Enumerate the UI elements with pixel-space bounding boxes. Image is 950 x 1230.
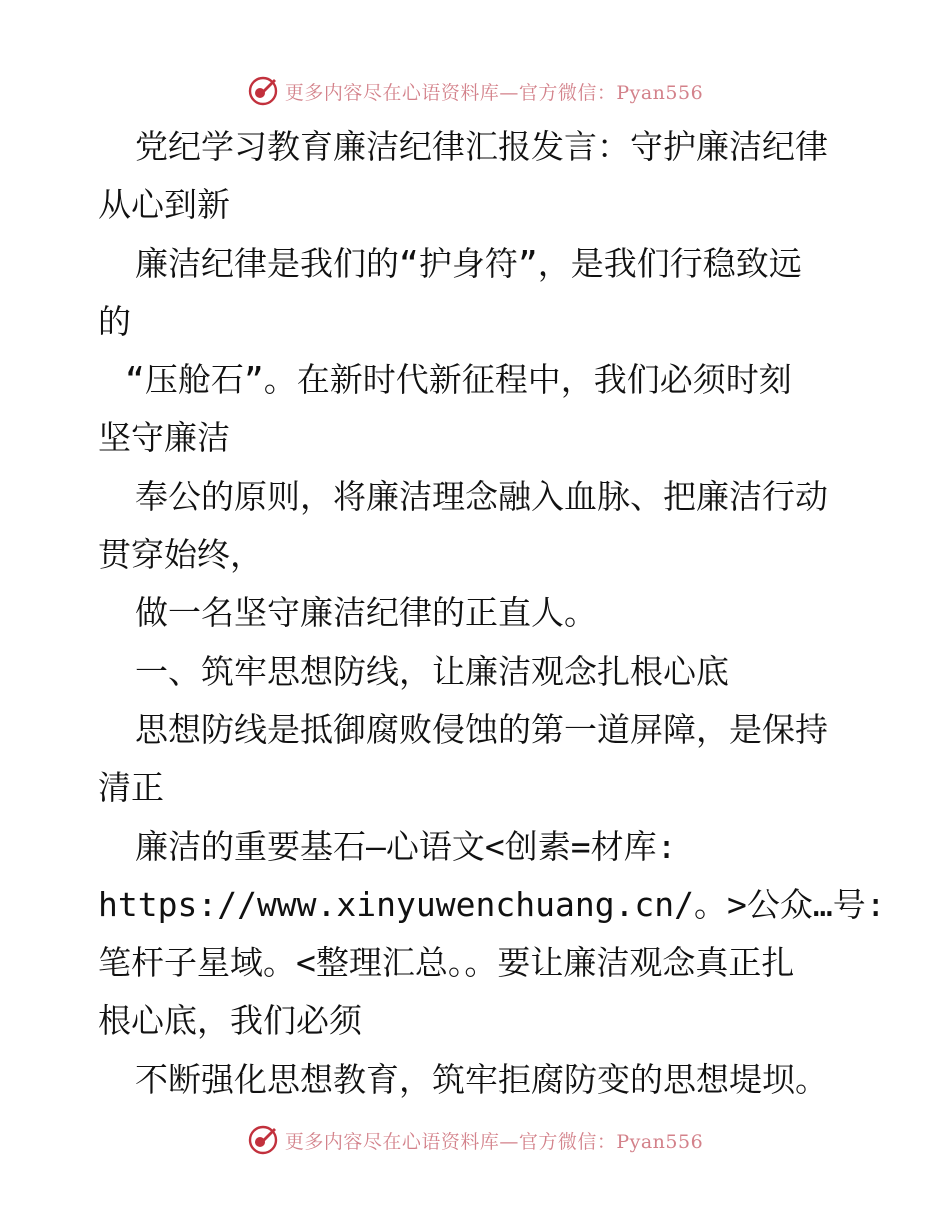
section-heading: 一、筑牢思想防线，让廉洁观念扎根心底	[135, 651, 729, 691]
banner-text: 更多内容尽在心语资料库—官方微信：Pyan556	[284, 81, 704, 104]
banner-text: 更多内容尽在心语资料库—官方微信：Pyan556	[284, 1130, 704, 1153]
url-line: https://www.xinyuwenchuang.cn/。>公众…号:	[98, 884, 886, 924]
header-banner	[0, 71, 950, 111]
text-line: 笔杆子星域。<整理汇总。。要让廉洁观念真正扎	[98, 943, 795, 983]
logo-icon	[247, 1124, 279, 1156]
text-line: 思想防线是抵御腐败侵蚀的第一道屏障，是保持	[135, 709, 828, 749]
text-line: 廉洁的重要基石—心语文<创素=材库:	[135, 826, 677, 866]
text-line: 贯穿始终，	[98, 535, 263, 575]
text-line: 坚守廉洁	[98, 418, 230, 458]
text-line: “压舱石”。在新时代新征程中，我们必须时刻	[125, 360, 792, 400]
logo-icon	[247, 75, 279, 107]
text-line: 奉公的原则，将廉洁理念融入血脉、把廉洁行动	[135, 476, 828, 516]
footer-banner	[0, 1120, 950, 1160]
document-body	[98, 118, 886, 1109]
text-line: 廉洁纪律是我们的“护身符”，是我们行稳致远	[135, 243, 802, 283]
text-line: 清正	[98, 768, 164, 808]
text-line: 做一名坚守廉洁纪律的正直人。	[135, 593, 597, 633]
text-line: 从心到新	[98, 185, 230, 225]
text-line: 的	[98, 301, 131, 341]
title-line: 党纪学习教育廉洁纪律汇报发言：守护廉洁纪律	[135, 127, 828, 166]
text-line: 不断强化思想教育，筑牢拒腐防变的思想堤坝。	[135, 1059, 828, 1099]
text-line: 根心底，我们必须	[98, 1001, 362, 1041]
